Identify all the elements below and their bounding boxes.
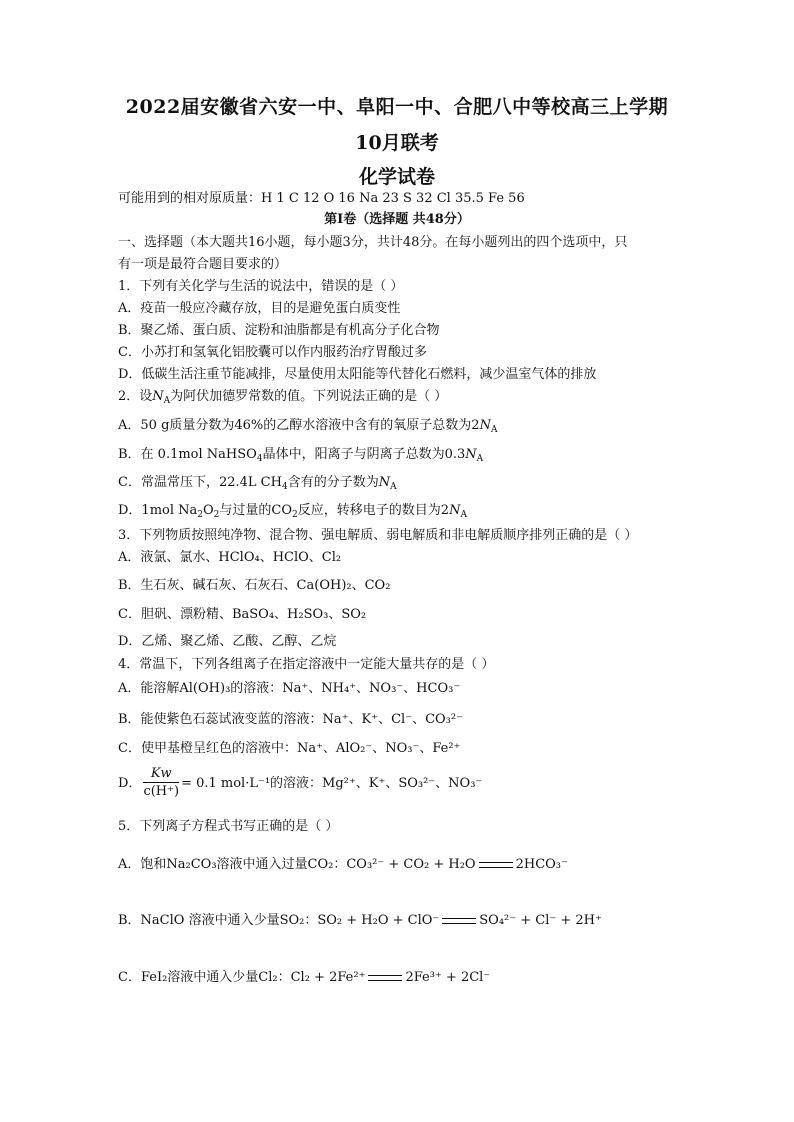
q5-stem: 5．下列离子方程式书写正确的是（ ） bbox=[118, 819, 339, 834]
q2-option-a-value: 2 bbox=[471, 418, 480, 433]
q2-option-d-text3: 与过量的 bbox=[219, 503, 272, 518]
avogadro-subscript: A bbox=[476, 454, 484, 464]
exam-title-line1: 2022届安徽省六安一中、阜阳一中、合肥八中等校高三上学期 bbox=[125, 96, 669, 118]
avogadro-symbol: N bbox=[479, 418, 491, 433]
q1-option-a: A．疫苗一般应冷藏存放，目的是避免蛋白质变性 bbox=[118, 301, 401, 316]
q2-option-d-text2: O bbox=[203, 503, 214, 518]
q2-stem-part1: 2．设 bbox=[118, 389, 153, 404]
q4-stem: 4．常温下，下列各组离子在指定溶液中一定能大量共存的是（ ） bbox=[118, 657, 495, 672]
q2-stem-part2: 为阿伏加德罗常数的值。下列说法正确的是（ ） bbox=[170, 389, 448, 404]
q4-option-d-rest: = 0.1 mol·L⁻¹的溶液：Mg²⁺、K⁺、SO₃²⁻、NO₃⁻ bbox=[181, 776, 483, 791]
q1-stem: 1．下列有关化学与生活的说法中，错误的是（ ） bbox=[118, 279, 404, 294]
q3-option-b: B．生石灰、碱石灰、石灰石、Ca(OH)₂、CO₂ bbox=[118, 578, 391, 593]
q3-option-d: D．乙烯、聚乙烯、乙酸、乙醇、乙烷 bbox=[118, 634, 337, 649]
q3-stem: 3．下列物质按照纯净物、混合物、强电解质、弱电解质和非电解质顺序排列正确的是（ ） bbox=[118, 528, 638, 543]
q2-stem bbox=[118, 388, 678, 410]
q4-fraction-numerator: Kw bbox=[143, 766, 179, 783]
q5-option-c bbox=[118, 969, 678, 987]
q2-option-c: C．常温常压下，22.4L $CH_4$含有的分子数为$N_A$ bbox=[118, 475, 397, 492]
avogadro-symbol: N bbox=[449, 503, 461, 518]
q2-option-d-text5: 反应，转移电子的数目为 bbox=[297, 503, 441, 518]
q2-option-a bbox=[118, 417, 678, 439]
q4-option-a: A．能溶解Al(OH)₃的溶液：Na⁺、NH₄⁺、NO₃⁻、HCO₃⁻ bbox=[118, 681, 461, 696]
q4-option-c: C．使甲基橙呈红色的溶液中：Na⁺、AlO₂⁻、NO₃⁻、Fe²⁺ bbox=[118, 741, 461, 756]
equals-sign-icon bbox=[442, 918, 476, 924]
avogadro-symbol: N bbox=[152, 389, 164, 404]
q5-option-b-right: SO₄²⁻ + Cl⁻ + 2H⁺ bbox=[479, 913, 602, 928]
q2-option-d-text4: CO bbox=[271, 503, 293, 518]
q1-option-d: D．低碳生活注重节能减排，尽量使用太阳能等代替化石燃料，减少温室气体的排放 bbox=[118, 367, 597, 382]
q4-option-d bbox=[118, 766, 678, 801]
section-heading: 第Ⅰ卷（选择题 共48分） bbox=[324, 212, 470, 227]
q4-option-b: B．能使紫色石蕊试液变蓝的溶液：Na⁺、K⁺、Cl⁻、CO₃²⁻ bbox=[118, 712, 463, 727]
q1-option-c: C．小苏打和氢氧化铝胶囊可以作内服药治疗胃酸过多 bbox=[118, 345, 427, 360]
avogadro-subscript: A bbox=[163, 396, 171, 406]
section-instructions-1: 一、选择题（本大题共16小题，每小题3分，共计48分。在每小题列出的四个选项中，只 bbox=[118, 235, 628, 250]
q2-option-c-text1: C．常温常压下，22.4L CH bbox=[118, 475, 282, 490]
q2-option-c-text2: 含有的分子数为 bbox=[287, 475, 379, 490]
q5-option-c-right: 2Fe³⁺ + 2Cl⁻ bbox=[405, 970, 491, 985]
equals-sign-icon bbox=[368, 975, 402, 981]
avogadro-subscript: A bbox=[460, 510, 467, 520]
q2-option-b-text2: 晶体中，阳离子与阴离子总数为 bbox=[262, 447, 445, 462]
atomic-masses-line: 可能用到的相对原质量：H 1 C 12 O 16 Na 23 S 32 Cl 35.5 Fe 56 bbox=[118, 191, 525, 206]
q2-option-a-text: A．50 g质量分数为46%的乙醇水溶液中含有的氧原子总数为 bbox=[118, 418, 472, 433]
avogadro-symbol: N bbox=[378, 475, 391, 490]
avogadro-subscript: A bbox=[490, 425, 498, 435]
q5-option-a-right: 2HCO₃⁻ bbox=[515, 857, 568, 872]
q5-option-c-left: C．FeI₂溶液中通入少量Cl₂：Cl₂ + 2Fe²⁺ bbox=[118, 970, 366, 985]
section-instructions-2: 有一项是最符合题目要求的） bbox=[118, 257, 288, 272]
avogadro-subscript: A bbox=[390, 482, 397, 492]
q3-option-c: C．胆矾、漂粉精、BaSO₄、H₂SO₃、SO₂ bbox=[118, 607, 367, 622]
q4-option-d-prefix: D． bbox=[118, 776, 142, 791]
exam-title-line2: 10月联考 bbox=[355, 132, 439, 154]
q5-option-a-left: A．饱和Na₂CO₃溶液中通入过量CO₂：CO₃²⁻ + CO₂ + H₂O bbox=[118, 857, 476, 872]
q5-option-b-left: B．NaClO 溶液中通入少量SO₂：SO₂ + H₂O + ClO⁻ bbox=[118, 913, 440, 928]
q1-option-b: B．聚乙烯、蛋白质、淀粉和油脂都是有机高分子化合物 bbox=[118, 323, 440, 338]
avogadro-symbol: N bbox=[465, 447, 477, 462]
q5-option-b bbox=[118, 912, 678, 930]
q2-option-d-text1: D．1mol Na bbox=[118, 503, 198, 518]
q2-option-b-text1: B．在 0.1mol NaHSO bbox=[118, 447, 257, 462]
q4-fraction bbox=[143, 766, 179, 801]
q4-fraction-denominator: c(H⁺) bbox=[143, 784, 180, 799]
q2-option-d-value: 2 bbox=[440, 503, 450, 518]
q2-option-b: B．在 0.1mol NaHSO$_4$晶体中，阳离子与阴离子总数为$0.3N_A$ bbox=[118, 447, 484, 464]
exam-subject-title: 化学试卷 bbox=[358, 166, 435, 188]
q3-option-a: A．液氯、氯水、HClO₄、HClO、Cl₂ bbox=[118, 550, 342, 565]
q2-option-d: D．1mol $Na_2O_2$与过量的$CO_2$反应，转移电子的数目为$2N_A$ bbox=[118, 503, 467, 520]
q2-option-b-value: 0.3 bbox=[444, 447, 466, 462]
q5-option-a bbox=[118, 856, 678, 874]
equals-sign-icon bbox=[479, 862, 513, 868]
